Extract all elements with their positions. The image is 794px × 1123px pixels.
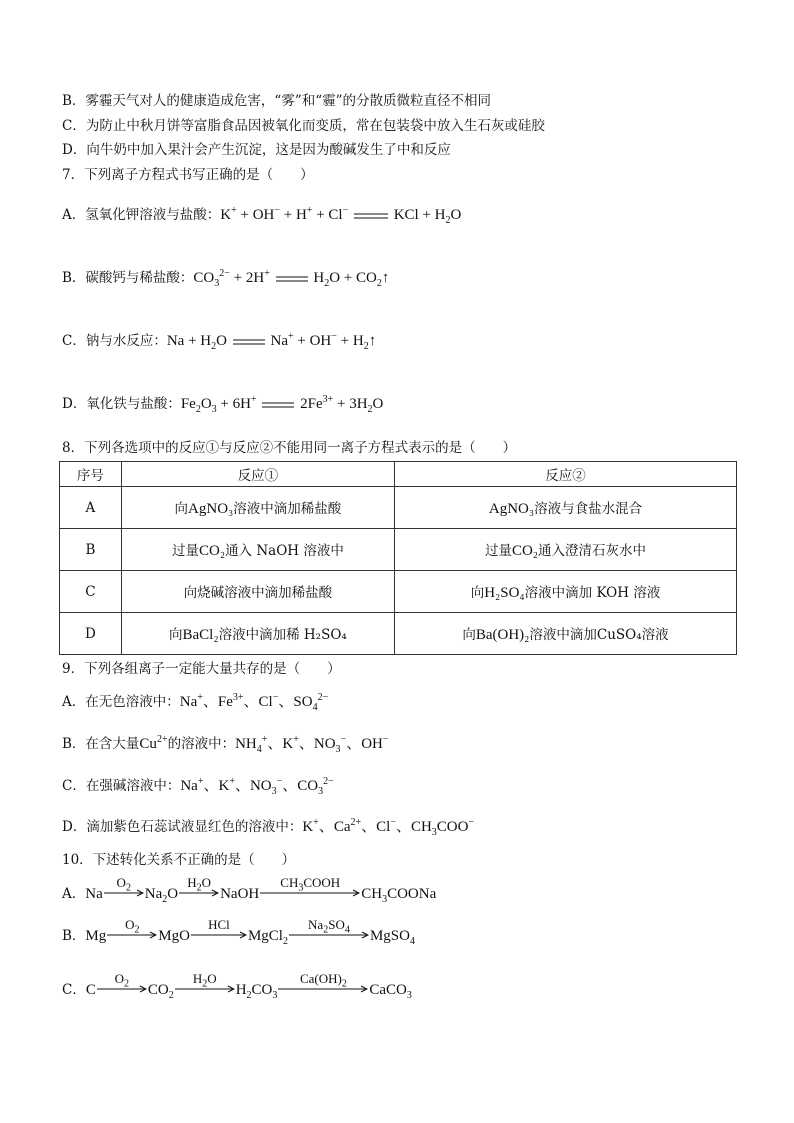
q10c-chain: C $O_2$ $CO_2$ $H_2O$ $H_2CO_3$ $Ca(OH)_2$ CaCO$_3$ [85, 971, 412, 1001]
q9b-label: B．在含大量 [62, 736, 140, 752]
q10a-label: A． [62, 886, 86, 902]
table-header-reaction2: 反应② [395, 462, 737, 487]
q7c-label: C．钠与水反应： [62, 333, 167, 349]
q9-option-c [62, 776, 334, 796]
reaction1-cell: 向AgNO₃溶液中滴加稀盐酸 [121, 487, 394, 529]
q9a-ions: Na+、$Fe^{3+}$、Cl−、$SO_4^{2-}$ [179, 692, 329, 713]
q10-option-c [62, 971, 412, 1001]
q10-option-a [62, 875, 437, 905]
row-id: A [60, 487, 122, 529]
q10c-label: C． [62, 982, 86, 998]
q6-option-c: C．为防止中秋月饼等富脂食品因被氧化而变质，常在包装袋中放入生石灰或硅胶 [62, 118, 545, 134]
q9-option-b [62, 734, 389, 754]
q7a-equation: K+ + OH− + H+ + Cl− KCl + $H_2O$ [220, 205, 462, 226]
table-header-row [60, 462, 737, 487]
q9-option-a [62, 692, 328, 712]
q9a-label: A．在无色溶液中： [62, 694, 180, 710]
arrow-right-icon: $Na_2SO_4$ [289, 930, 369, 940]
q7d-label: D．氧化铁与盐酸： [62, 396, 181, 412]
q9b-cation: $Cu^{2+}$ [139, 734, 168, 752]
arrow-right-icon: $O_2$ [97, 984, 147, 994]
q9c-ions: Na+、K+、$NO_3^-$、$CO_3^{2-}$ [180, 776, 334, 797]
q7-option-d [62, 394, 383, 414]
q9d-ions: K+、$Ca^{2+}$、Cl−、$CH_3COO^-$ [302, 817, 475, 838]
table-row [60, 487, 737, 529]
table-row [60, 571, 737, 613]
table-row [60, 529, 737, 571]
arrow-right-icon: $H_2O$ [175, 984, 235, 994]
q10-stem: 10．下述转化关系不正确的是（ ） [62, 852, 296, 868]
q6-option-d: D．向牛奶中加入果汁会产生沉淀，这是因为酸碱发生了中和反应 [62, 142, 451, 158]
arrow-right-icon: $O_2$ [104, 888, 144, 898]
row-id: C [60, 571, 122, 613]
q8-stem: 8．下列各选项中的反应①与反应②不能用同一离子方程式表示的是（ ） [62, 440, 517, 456]
q7c-equation: $Na + H_2O$ $Na^+ + OH^- + H_2↑$ [166, 331, 377, 352]
equals-sign-icon [233, 339, 265, 345]
q10b-chain: Mg $O_2$ MgO HCl MgCl$_2$ $Na_2SO_4$ MgSO$_4$ [85, 917, 415, 947]
q7-option-a [62, 205, 461, 225]
equals-sign-icon [276, 276, 308, 282]
arrow-right-icon: $CH_3COOH$ [260, 888, 360, 898]
equals-sign-icon [262, 402, 294, 408]
reaction2-cell: 过量CO₂通入澄清石灰水中 [395, 529, 737, 571]
q8-table [59, 461, 737, 655]
table-header-id: 序号 [60, 462, 122, 487]
q7a-label: A．氢氧化钾溶液与盐酸： [62, 207, 221, 223]
q6-option-b: B．雾霾天气对人的健康造成危害，“雾”和“霾”的分散质微粒直径不相同 [62, 93, 492, 109]
arrow-right-icon: HCl [191, 930, 247, 940]
q7b-label: B．碳酸钙与稀盐酸： [62, 270, 194, 286]
row-id: B [60, 529, 122, 571]
equals-sign-icon [354, 213, 388, 219]
reaction2-cell: 向H₂SO₄溶液中滴加 KOH 溶液 [395, 571, 737, 613]
row-id: D [60, 613, 122, 655]
q7-option-b [62, 268, 389, 288]
reaction1-cell: 向BaCl₂溶液中滴加稀 H₂SO₄ [121, 613, 394, 655]
q7-stem: 7．下列离子方程式书写正确的是（ ） [62, 167, 314, 183]
q9-option-d [62, 817, 474, 837]
q9-stem: 9．下列各组离子一定能大量共存的是（ ） [62, 661, 341, 677]
q9b-label2: 的溶液中： [167, 736, 236, 752]
arrow-right-icon: $Ca(OH)_2$ [278, 984, 368, 994]
reaction2-cell: 向Ba(OH)₂溶液中滴加CuSO₄溶液 [395, 613, 737, 655]
q7-option-c [62, 331, 376, 351]
q10b-label: B． [62, 928, 86, 944]
reaction1-cell: 过量CO₂通入 NaOH 溶液中 [121, 529, 394, 571]
q10a-chain: Na $O_2$ $Na_2O$ $H_2O$ NaOH $CH_3COOH$ $CH_3COONa$ [85, 875, 437, 905]
q7b-equation: $CO_3^{2-} + 2H^+$ $H_2O$ + $CO_2↑$ [193, 268, 390, 289]
table-row [60, 613, 737, 655]
q10-option-b [62, 917, 415, 947]
q7d-equation: $Fe_2O_3 + 6H^+$ $2Fe^{3+} + 3H_2O$ [180, 394, 384, 415]
reaction2-cell: AgNO₃溶液与食盐水混合 [395, 487, 737, 529]
arrow-right-icon: $H_2O$ [179, 888, 219, 898]
table-header-reaction1: 反应① [121, 462, 394, 487]
q9b-ions: $NH_4^+$、K+、$NO_3^-$、OH− [235, 734, 389, 755]
q9d-label: D．滴加紫色石蕊试液显红色的溶液中： [62, 819, 303, 835]
q9c-label: C．在强碱溶液中： [62, 778, 181, 794]
reaction1-cell: 向烧碱溶液中滴加稀盐酸 [121, 571, 394, 613]
arrow-right-icon: $O_2$ [107, 930, 157, 940]
